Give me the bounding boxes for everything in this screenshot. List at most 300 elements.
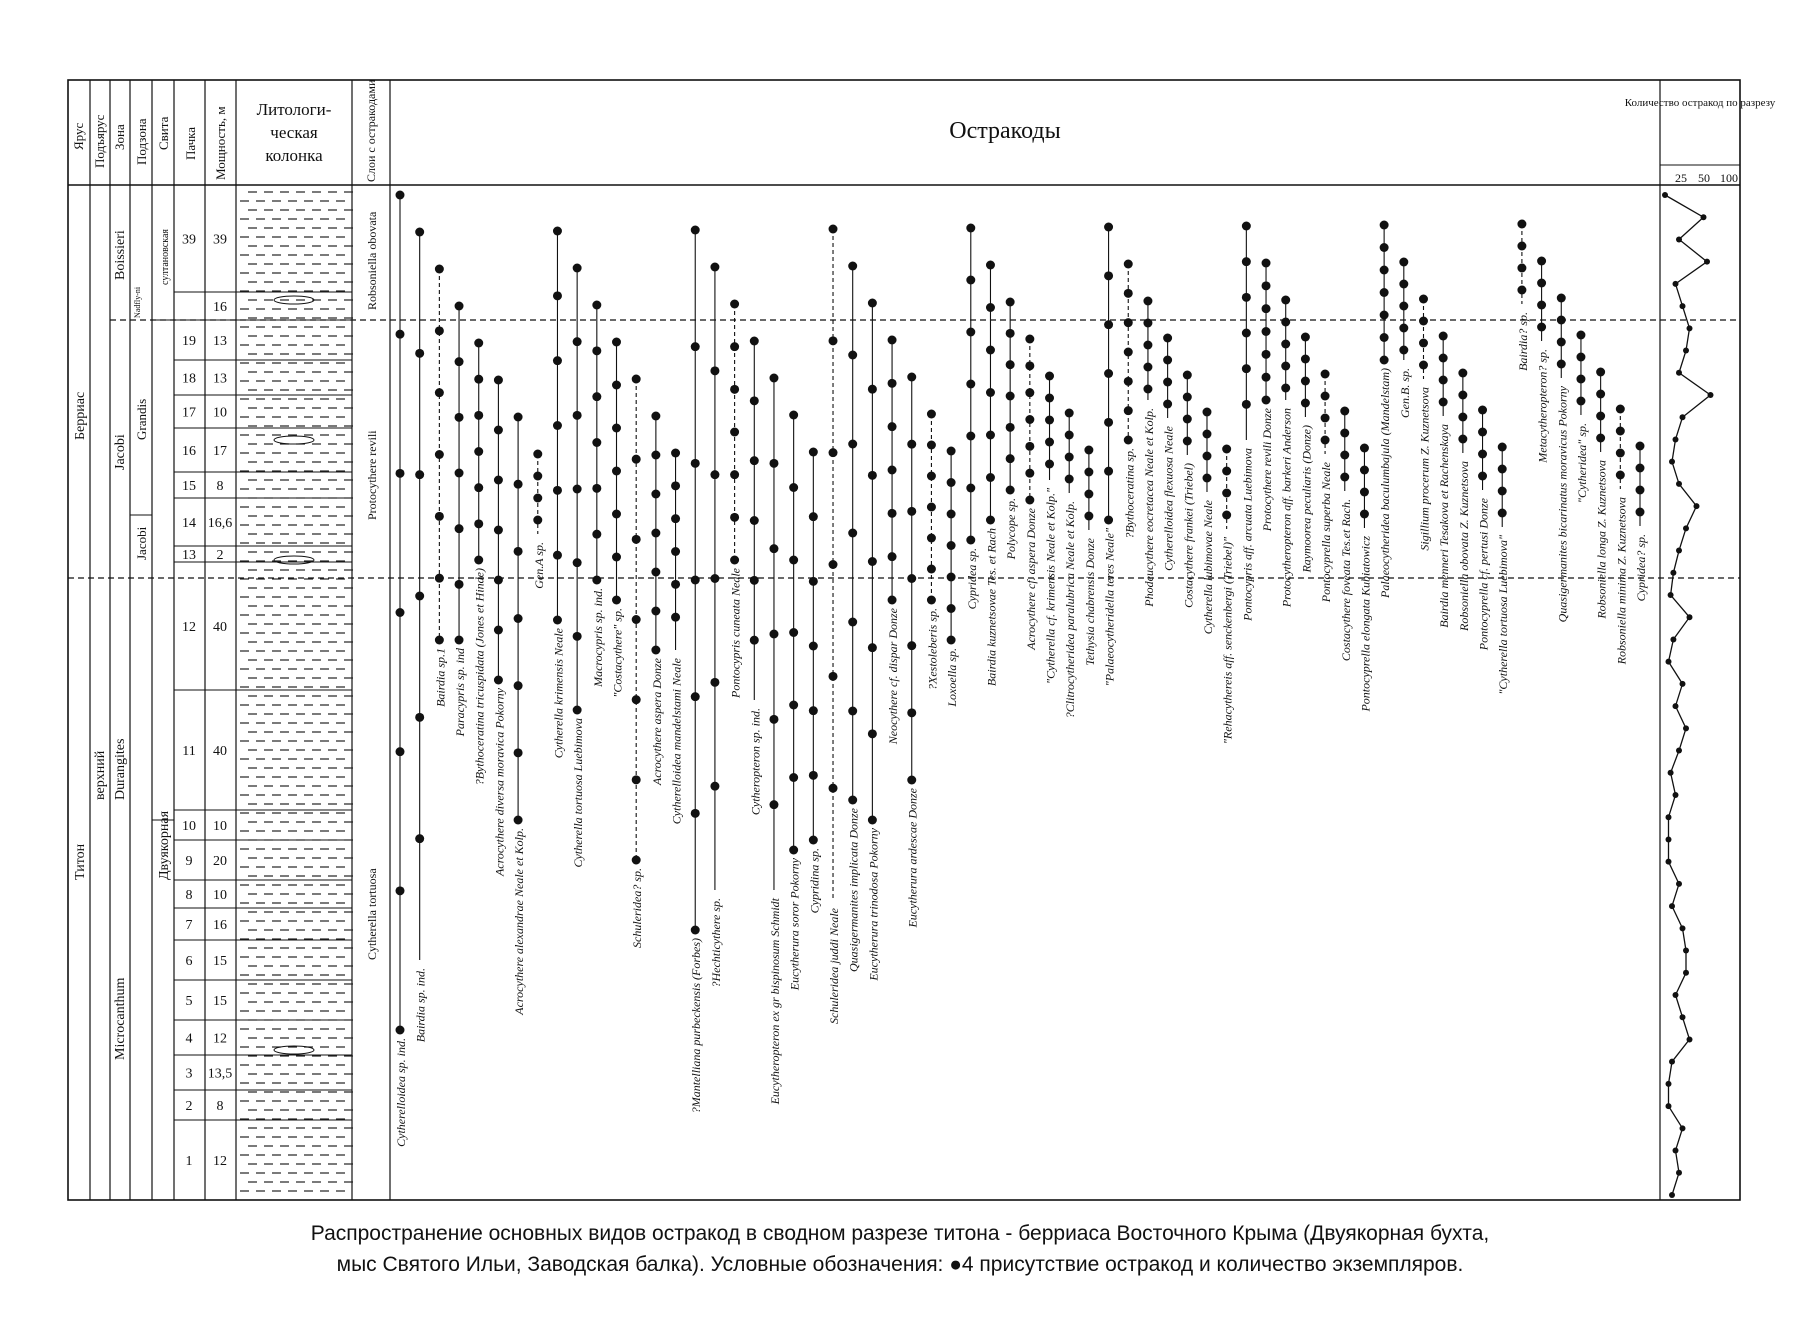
bed-number: 18 <box>182 371 196 387</box>
occurrence-dot <box>848 262 857 271</box>
occurrence-dot <box>573 558 582 567</box>
occurrence-dot <box>966 276 975 285</box>
occurrence-dot <box>907 574 916 583</box>
occurrence-dot <box>907 641 916 650</box>
occurrence-dot <box>474 411 483 420</box>
species-label: Bairdia? sp. <box>1515 312 1530 371</box>
bed-thickness: 16,6 <box>207 516 233 531</box>
occurrence-dot <box>474 519 483 528</box>
lithology-column <box>240 192 353 1191</box>
occurrence-dot <box>1242 222 1251 231</box>
occurrence-dot <box>750 516 759 525</box>
species-label: ?Xestoleberis sp. <box>925 608 940 690</box>
occurrence-dot <box>1143 363 1152 372</box>
occurrence-dot <box>888 466 897 475</box>
occurrence-dot <box>927 472 936 481</box>
occurrence-dot <box>1458 413 1467 422</box>
species-label: "Rehacythereis aff. senckenbergi (Triebel)" <box>1220 537 1235 745</box>
occurrence-dot <box>651 568 660 577</box>
occurrence-dot <box>986 516 995 525</box>
occurrence-dot <box>415 228 424 237</box>
species-label: "Palaeocytheridella teres Neale" <box>1102 528 1117 687</box>
occurrence-dot <box>1399 324 1408 333</box>
occurrence-dot <box>671 481 680 490</box>
bed-number: 13 <box>182 548 196 563</box>
bed-thickness: 8 <box>216 479 224 494</box>
occurrence-dot <box>1025 388 1034 397</box>
occurrence-dot <box>1596 434 1605 443</box>
species-label: Protocytheropteron aff. barkeri Anderson <box>1279 408 1294 608</box>
occurrence-dot <box>1124 377 1133 386</box>
occurrence-dot <box>1360 510 1369 519</box>
occurrence-dot <box>1478 472 1487 481</box>
litho-nodule <box>274 436 314 444</box>
species-label: ?Clitrocytheridea paralubrica Neale et Kolp. <box>1063 501 1078 719</box>
occurrence-dot <box>947 604 956 613</box>
occurrence-dot <box>1537 257 1546 266</box>
occurrence-dot <box>769 715 778 724</box>
species-label: Cytherella krimensis Neale <box>551 628 566 759</box>
occurrence-dot <box>1065 475 1074 484</box>
occurrence-dot <box>1143 341 1152 350</box>
bed-number: 1 <box>185 1154 193 1169</box>
occurrence-dot <box>1576 375 1585 384</box>
occurrence-dot <box>1281 296 1290 305</box>
zona-boissieri: Boissieri <box>113 230 128 280</box>
bed-thickness: 16 <box>213 918 227 933</box>
occurrence-dot <box>612 338 621 347</box>
occurrence-dot <box>1025 335 1034 344</box>
occurrence-dot <box>1576 397 1585 406</box>
occurrence-dot <box>1360 466 1369 475</box>
occurrence-dot <box>632 535 641 544</box>
occurrence-dot <box>848 440 857 449</box>
occurrence-dot <box>750 636 759 645</box>
occurrence-dot <box>809 512 818 521</box>
occurrence-dot <box>1517 286 1526 295</box>
occurrence-dot <box>1084 490 1093 499</box>
occurrence-dot <box>888 596 897 605</box>
occurrence-dot <box>1380 333 1389 342</box>
occurrence-dot <box>435 388 444 397</box>
occurrence-dot <box>1124 289 1133 298</box>
occurrence-dot <box>809 771 818 780</box>
occurrence-dot <box>710 782 719 791</box>
occurrence-dot <box>533 494 542 503</box>
occurrence-dot <box>1065 453 1074 462</box>
occurrence-dot <box>494 576 503 585</box>
species-label: Acrocythere aspera Donze <box>649 658 664 786</box>
occurrence-dot <box>592 346 601 355</box>
header-yarus: Ярус <box>71 122 86 150</box>
bed-number: 2 <box>185 1099 193 1114</box>
occurrence-dot <box>907 708 916 717</box>
occurrence-dot <box>691 692 700 701</box>
count-curve <box>1662 192 1714 1198</box>
occurrence-dot <box>455 357 464 366</box>
occurrence-dot <box>1301 377 1310 386</box>
occurrence-dot <box>1380 266 1389 275</box>
occurrence-dot <box>651 451 660 460</box>
species-label: Protocythere revili Donze <box>1260 408 1275 532</box>
bed-number: 3 <box>185 1066 193 1082</box>
occurrence-dot <box>1321 392 1330 401</box>
occurrence-dot <box>947 541 956 550</box>
header-litho-1: Литологи- <box>256 100 332 119</box>
occurrence-dot <box>710 263 719 272</box>
occurrence-dot <box>907 373 916 382</box>
species-label: Macrocypris sp. ind. <box>590 588 605 687</box>
occurrence-dot <box>1183 393 1192 402</box>
occurrence-dot <box>710 574 719 583</box>
occurrence-dot <box>474 375 483 384</box>
bed-thickness: 20 <box>213 854 227 869</box>
occurrence-dot <box>1616 471 1625 480</box>
occurrence-dot <box>868 643 877 652</box>
occurrence-dot <box>435 512 444 521</box>
occurrence-dot <box>1557 316 1566 325</box>
species-label: Polycope sp. <box>1004 498 1019 560</box>
bed-number: 6 <box>185 954 193 969</box>
occurrence-dot <box>396 191 405 200</box>
occurrence-dot <box>848 796 857 805</box>
occurrence-dot <box>435 265 444 274</box>
occurrence-dot <box>1478 406 1487 415</box>
occurrence-dot <box>1104 516 1113 525</box>
occurrence-dot <box>671 514 680 523</box>
occurrence-dot <box>1262 396 1271 405</box>
occurrence-dot <box>1517 220 1526 229</box>
occurrence-dot <box>632 615 641 624</box>
occurrence-dot <box>474 483 483 492</box>
occurrence-dot <box>907 776 916 785</box>
species-label: ?Bythoceratina sp. <box>1122 448 1137 539</box>
occurrence-dot <box>888 379 897 388</box>
occurrence-dot <box>1537 279 1546 288</box>
occurrence-dot <box>947 636 956 645</box>
occurrence-dot <box>1596 368 1605 377</box>
species-ranges <box>394 191 1648 1147</box>
species-label: Cytherelloidea flexuosa Neale <box>1161 426 1176 571</box>
species-label: Acrocythere diversa moravica Pokorny <box>492 688 507 877</box>
occurrence-dot <box>1596 390 1605 399</box>
species-label: Eucytherura trinodosa Pokorny <box>866 828 881 981</box>
occurrence-dot <box>415 834 424 843</box>
occurrence-dot <box>907 507 916 516</box>
occurrence-dot <box>1163 378 1172 387</box>
occurrence-dot <box>1006 423 1015 432</box>
occurrence-dot <box>1498 487 1507 496</box>
occurrence-dot <box>1537 323 1546 332</box>
sloi-protocythere: Protocythere revili <box>365 430 379 520</box>
occurrence-dot <box>1202 474 1211 483</box>
occurrence-dot <box>710 470 719 479</box>
occurrence-dot <box>455 302 464 311</box>
species-label: Quasigermanites bicarinatus moravicus Pokorny <box>1555 386 1570 623</box>
species-label: Cytheropteron sp. ind. <box>748 708 763 816</box>
occurrence-dot <box>927 596 936 605</box>
occurrence-dot <box>868 299 877 308</box>
occurrence-dot <box>986 303 995 312</box>
svita-dvuyakornaya: Двуякорная <box>157 810 172 880</box>
occurrence-dot <box>514 480 523 489</box>
species-label: Eucytherura ardescae Donze <box>905 788 920 928</box>
occurrence-dot <box>1399 346 1408 355</box>
occurrence-dot <box>494 676 503 685</box>
species-label: Pontocyprella superba Neale <box>1319 462 1334 603</box>
occurrence-dot <box>1399 280 1408 289</box>
bed-number: 9 <box>185 854 193 869</box>
occurrence-dot <box>691 342 700 351</box>
occurrence-dot <box>553 486 562 495</box>
occurrence-dot <box>435 450 444 459</box>
species-label: Cytherelloidea sp. ind. <box>394 1038 408 1147</box>
occurrence-dot <box>888 552 897 561</box>
occurrence-dot <box>1163 356 1172 365</box>
count-line <box>1665 195 1711 1195</box>
occurrence-dot <box>986 261 995 270</box>
occurrence-dot <box>1281 318 1290 327</box>
occurrence-dot <box>651 607 660 616</box>
occurrence-dot <box>1025 469 1034 478</box>
occurrence-dot <box>1242 257 1251 266</box>
occurrence-dot <box>868 557 877 566</box>
occurrence-dot <box>848 529 857 538</box>
species-label: ?Bythoceratina tricuspidata (Jones et Hinde) <box>472 568 487 786</box>
occurrence-dot <box>1045 438 1054 447</box>
occurrence-dot <box>789 628 798 637</box>
bed-thickness: 15 <box>213 994 227 1009</box>
bed-thickness: 12 <box>213 1154 227 1169</box>
occurrence-dot <box>1498 465 1507 474</box>
occurrence-dot <box>435 636 444 645</box>
occurrence-dot <box>553 421 562 430</box>
occurrence-dot <box>1242 400 1251 409</box>
occurrence-dot <box>415 349 424 358</box>
occurrence-dot <box>396 608 405 617</box>
occurrence-dot <box>1576 353 1585 362</box>
bed-number: 7 <box>185 918 193 933</box>
bed-number: 5 <box>185 994 193 1009</box>
occurrence-dot <box>1616 449 1625 458</box>
occurrence-dot <box>691 226 700 235</box>
occurrence-dot <box>1202 430 1211 439</box>
header-podzona: Подзона <box>134 118 149 165</box>
species-label: ?Hechticythere sp. <box>708 898 723 988</box>
occurrence-dot <box>533 450 542 459</box>
bed-thickness: 17 <box>213 444 227 459</box>
bed-number: 17 <box>182 405 196 421</box>
occurrence-dot <box>1281 340 1290 349</box>
zona-jacobi: Jacobi <box>113 434 128 470</box>
occurrence-dot <box>868 471 877 480</box>
species-label: "Cytherella tortuosa Luebimova" <box>1496 535 1511 695</box>
occurrence-dot <box>907 440 916 449</box>
species-label: Tethysia chabrensis Donze <box>1082 538 1097 666</box>
species-label: Metacytheropteron? sp. <box>1535 349 1550 463</box>
occurrence-dot <box>947 478 956 487</box>
occurrence-dot <box>1025 442 1034 451</box>
occurrence-dot <box>1025 361 1034 370</box>
bed-number: 10 <box>182 819 196 834</box>
occurrence-dot <box>494 426 503 435</box>
occurrence-dot <box>1399 258 1408 267</box>
occurrence-dot <box>494 376 503 385</box>
occurrence-dot <box>1124 406 1133 415</box>
occurrence-dot <box>1006 486 1015 495</box>
header-zona: Зона <box>112 124 127 150</box>
bed-thickness: 10 <box>213 888 227 903</box>
occurrence-dot <box>1084 446 1093 455</box>
occurrence-dot <box>1163 400 1172 409</box>
header-litho-3: колонка <box>265 146 323 165</box>
occurrence-dot <box>592 301 601 310</box>
occurrence-dot <box>514 547 523 556</box>
occurrence-dot <box>1025 415 1034 424</box>
occurrence-dot <box>1458 391 1467 400</box>
occurrence-dot <box>1301 333 1310 342</box>
occurrence-dot <box>474 447 483 456</box>
occurrence-dot <box>1517 242 1526 251</box>
count-tick-100: 100 <box>1720 171 1738 185</box>
occurrence-dot <box>1163 334 1172 343</box>
occurrence-dot <box>1183 371 1192 380</box>
occurrence-dot <box>612 467 621 476</box>
occurrence-dot <box>612 596 621 605</box>
occurrence-dot <box>592 392 601 401</box>
occurrence-dot <box>1045 394 1054 403</box>
litho-nodule <box>274 556 314 564</box>
occurrence-dot <box>514 614 523 623</box>
bed-number: 8 <box>185 888 193 903</box>
occurrence-dot <box>789 701 798 710</box>
occurrence-dot <box>415 470 424 479</box>
species-label: Pontocypris aff. arcuata Luebimova <box>1240 448 1255 621</box>
occurrence-dot <box>1006 454 1015 463</box>
occurrence-dot <box>651 646 660 655</box>
occurrence-dot <box>612 424 621 433</box>
caption-line-2: мыс Святого Ильи, Заводская балка). Условные обозначения: ●4 присутствие остракод и количество экземпляров. <box>336 1253 1464 1276</box>
occurrence-dot <box>829 560 838 569</box>
occurrence-dot <box>1419 295 1428 304</box>
bed-thickness: 40 <box>213 744 227 759</box>
occurrence-dot <box>1537 301 1546 310</box>
occurrence-dot <box>966 224 975 233</box>
occurrence-dot <box>730 342 739 351</box>
occurrence-dot <box>966 484 975 493</box>
bed-thickness: 13 <box>213 371 227 387</box>
occurrence-dot <box>553 227 562 236</box>
bed-thickness: 15 <box>213 954 227 969</box>
bed-thickness: 10 <box>213 405 227 421</box>
bed-number: 12 <box>182 620 196 635</box>
occurrence-dot <box>1321 414 1330 423</box>
occurrence-dot <box>1222 489 1231 498</box>
occurrence-dot <box>710 678 719 687</box>
occurrence-dot <box>789 773 798 782</box>
occurrence-dot <box>1262 350 1271 359</box>
occurrence-dot <box>769 544 778 553</box>
bed-number: 19 <box>182 334 196 349</box>
occurrence-dot <box>514 413 523 422</box>
svita-nadfly: Nadfly-ni <box>133 286 142 318</box>
occurrence-dot <box>789 846 798 855</box>
occurrence-dot <box>553 616 562 625</box>
occurrence-dot <box>888 509 897 518</box>
species-label: Palaeocytheridea baculumbajula (Mandelstam) <box>1378 368 1393 598</box>
occurrence-dot <box>533 472 542 481</box>
occurrence-dot <box>750 456 759 465</box>
occurrence-dot <box>455 469 464 478</box>
occurrence-dot <box>848 351 857 360</box>
occurrence-dot <box>435 574 444 583</box>
occurrence-dot <box>671 449 680 458</box>
occurrence-dot <box>986 346 995 355</box>
species-label: Robsoniella longa Z. Kuznetsova <box>1594 460 1609 619</box>
occurrence-dot <box>474 339 483 348</box>
main-title: Остракоды <box>949 118 1061 144</box>
bed-thickness: 12 <box>213 1031 227 1047</box>
beds-layer <box>174 233 352 1201</box>
occurrence-dot <box>1104 369 1113 378</box>
species-label: Cytherella tortuosa Luebimova <box>571 718 586 868</box>
species-label: Robsoniella obovata Z. Kuznetsova <box>1456 461 1471 631</box>
sloi-robsoniella: Robsoniella obovata <box>365 211 379 310</box>
occurrence-dot <box>1360 488 1369 497</box>
occurrence-dot <box>1380 243 1389 252</box>
occurrence-dot <box>1498 443 1507 452</box>
species-label: Costacythere foveata Tes.et Rach. <box>1338 499 1353 662</box>
bed-thickness: 13,5 <box>207 1066 233 1082</box>
occurrence-dot <box>1419 317 1428 326</box>
count-tick-50: 50 <box>1698 171 1710 185</box>
occurrence-dot <box>1025 496 1034 505</box>
count-title: Количество остракод по разрезу <box>1624 97 1776 109</box>
occurrence-dot <box>1242 293 1251 302</box>
occurrence-dot <box>1636 508 1645 517</box>
podzona-jacobi: Jacobi <box>134 526 149 560</box>
occurrence-dot <box>710 366 719 375</box>
occurrence-dot <box>671 580 680 589</box>
occurrence-dot <box>1262 281 1271 290</box>
occurrence-dot <box>435 326 444 335</box>
species-label: Acrocythere cf. aspera Donze <box>1023 508 1038 650</box>
occurrence-dot <box>1104 467 1113 476</box>
occurrence-dot <box>966 432 975 441</box>
occurrence-dot <box>592 530 601 539</box>
occurrence-dot <box>750 337 759 346</box>
occurrence-dot <box>769 630 778 639</box>
occurrence-dot <box>1321 436 1330 445</box>
occurrence-dot <box>1596 412 1605 421</box>
occurrence-dot <box>947 573 956 582</box>
occurrence-dot <box>612 510 621 519</box>
occurrence-dot <box>1340 429 1349 438</box>
podyarus-verkhniy: верхний <box>93 750 108 800</box>
occurrence-dot <box>396 886 405 895</box>
occurrence-dot <box>612 381 621 390</box>
occurrence-dot <box>986 473 995 482</box>
count-tick-25: 25 <box>1675 171 1687 185</box>
species-label: Bairdia kuznetsovae Tes. et Rach <box>984 528 999 687</box>
occurrence-dot <box>927 410 936 419</box>
occurrence-dot <box>966 380 975 389</box>
occurrence-dot <box>592 484 601 493</box>
bed-thickness: 2 <box>216 548 224 563</box>
occurrence-dot <box>1262 327 1271 336</box>
species-label: Pontocyprella cf. pertusi Donze <box>1476 498 1491 651</box>
occurrence-dot <box>986 431 995 440</box>
